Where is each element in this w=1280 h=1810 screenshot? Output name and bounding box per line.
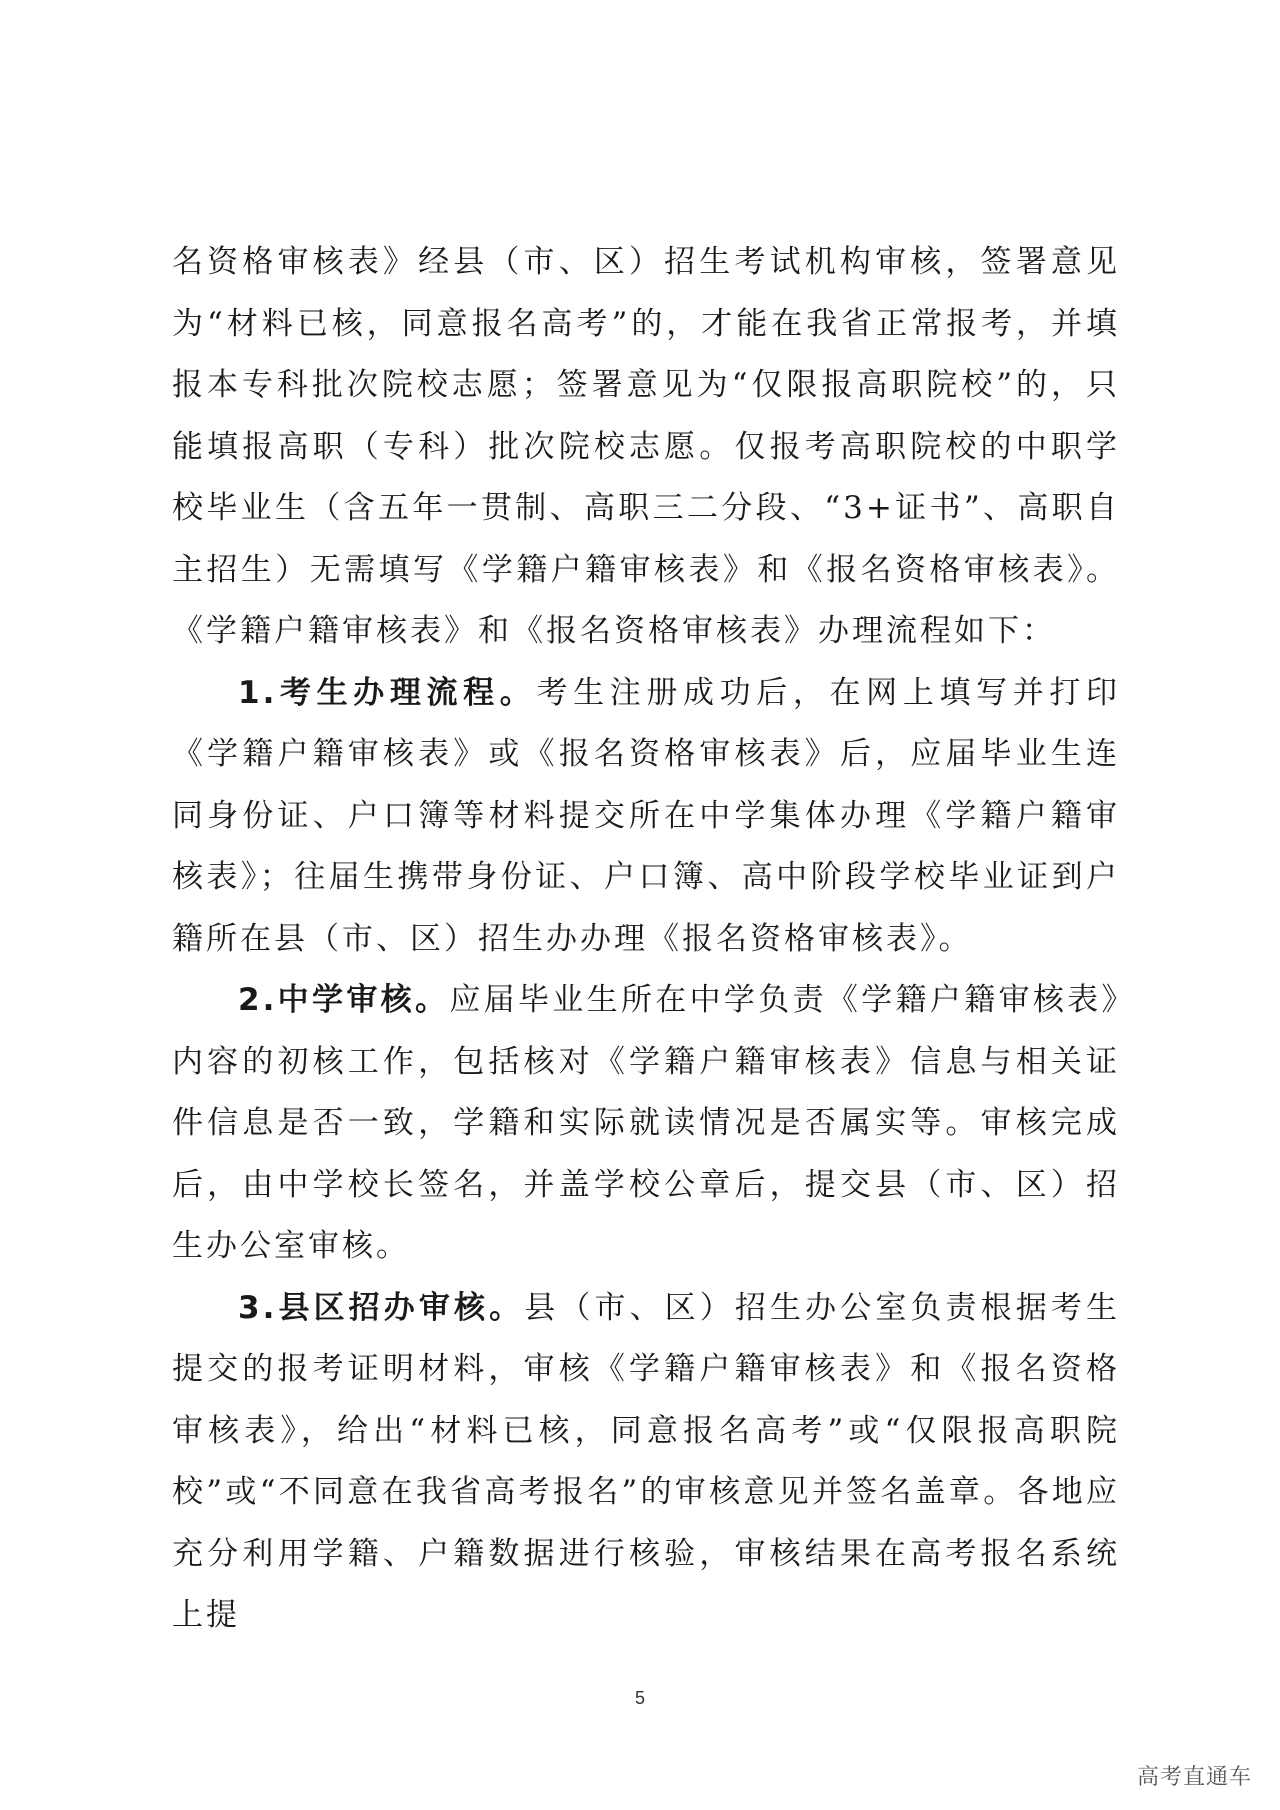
paragraph-step-3 [172, 1278, 1120, 1647]
paragraph-heading: 2.中学审核。 [238, 982, 450, 1018]
page-number: 5 [634, 1688, 645, 1708]
paragraph-continuation [172, 232, 1120, 663]
paragraph-text: 应届毕业生所在中学负责《学籍户籍审核表》内容的初核工作，包括核对《学籍户籍审核表》信息与相关证件信息是否一致，学籍和实际就读情况是否属实等。审核完成后，由中学校长签名，并盖学校公章后，提交县（市、区）招生办公室审核。 [172, 982, 1120, 1264]
watermark: 高考直通车 [1136, 1765, 1252, 1790]
paragraph-heading: 1.考生办理流程。 [238, 674, 537, 711]
paragraph-text: 县（市、区）招生办公室负责根据考生提交的报考证明材料，审核《学籍户籍审核表》和《报名资格审核表》，给出“材料已核，同意报名高考”或“仅限报高职院校”或“不同意在我省高考报名”的审核意见并签名盖章。各地应充分利用学籍、户籍数据进行核验，审核结果在高考报名系统上提 [172, 1289, 1120, 1633]
paragraph-text: 考生注册成功后，在网上填写并打印《学籍户籍审核表》或《报名资格审核表》后，应届毕业生连同身份证、户口簿等材料提交所在中学集体办理《学籍户籍审核表》；往届生携带身份证、户口簿、高中阶段学校毕业证到户籍所在县（市、区）招生办办理《报名资格审核表》。 [172, 674, 1120, 957]
paragraph-heading: 3.县区招办审核。 [238, 1289, 525, 1326]
paragraph-step-1 [172, 663, 1120, 971]
paragraph-step-2 [172, 970, 1120, 1278]
paragraph-text: 名资格审核表》经县（市、区）招生考试机构审核，签署意见为“材料已核，同意报名高考”的，才能在我省正常报考，并填报本专科批次院校志愿；签署意见为“仅限报高职院校”的，只能填报高职（专科）批次院校志愿。仅报考高职院校的中职学校毕业生（含五年一贯制、高职三二分段、“3+证书”、高职自主招生）无需填写《学籍户籍审核表》和《报名资格审核表》。《学籍户籍审核表》和《报名资格审核表》办理流程如下： [172, 244, 1120, 649]
document-body [172, 232, 1120, 1647]
